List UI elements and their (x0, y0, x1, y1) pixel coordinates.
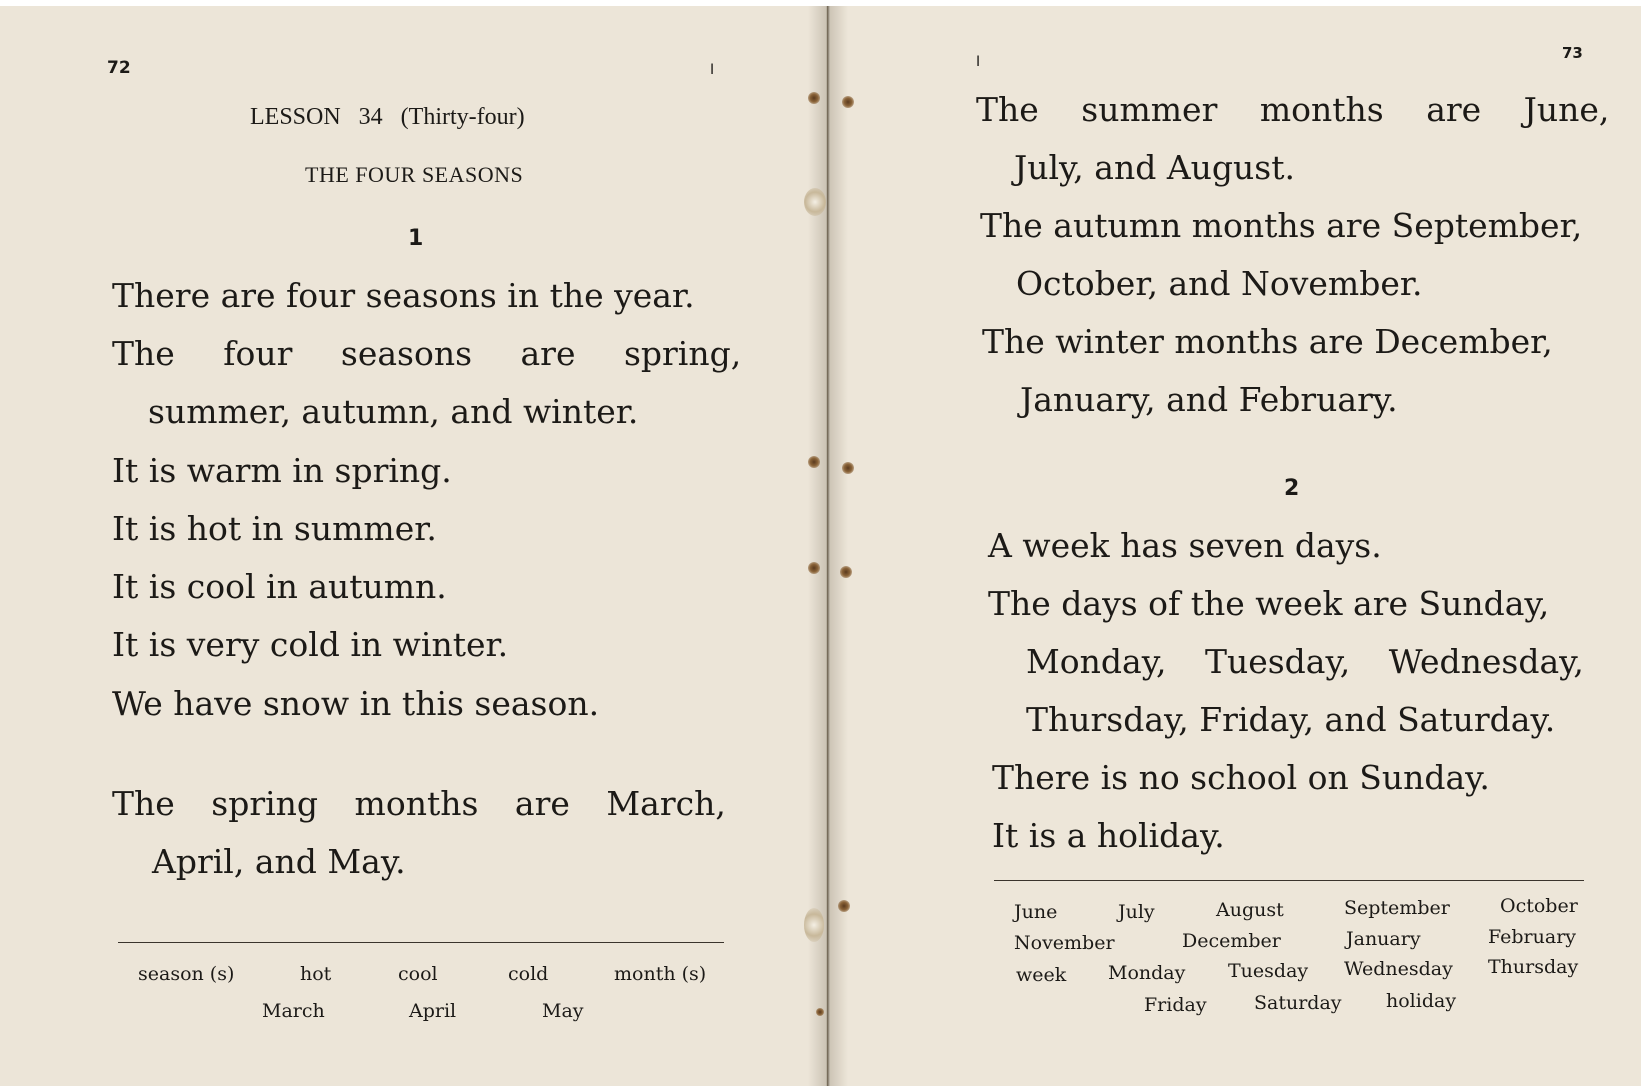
section-marker: I (710, 62, 715, 78)
text-line: The days of the week are Sunday, (988, 584, 1550, 623)
binding-hole-mark (808, 92, 820, 104)
vocab-word: December (1182, 930, 1281, 952)
text-line: July, and August. (1014, 148, 1295, 187)
vocab-word: January (1346, 928, 1421, 950)
vocab-word: Saturday (1254, 992, 1342, 1014)
binding-hole-mark (842, 96, 854, 108)
vocab-word: March (262, 1000, 325, 1022)
page-number: 72 (107, 58, 131, 78)
binding-hole-mark (808, 456, 820, 468)
binding-hole-mark (808, 562, 820, 574)
vocab-word: cool (398, 963, 438, 985)
vocab-word: season (s) (138, 963, 235, 985)
vocab-word: October (1500, 895, 1578, 917)
vocabulary-divider (118, 942, 724, 943)
text-line: April, and May. (152, 842, 406, 881)
vocabulary-divider (994, 880, 1584, 881)
binding-staple (804, 188, 826, 216)
text-line: Monday, Tuesday, Wednesday, (1026, 642, 1584, 681)
text-line: The four seasons are spring, (112, 334, 742, 373)
text-line: The spring months are March, (112, 784, 726, 823)
lesson-heading: LESSON 34 (Thirty-four) (250, 104, 525, 130)
vocab-word: July (1118, 901, 1155, 923)
left-page (0, 6, 828, 1086)
part-number: 1 (408, 226, 424, 251)
binding-hole-mark (838, 900, 850, 912)
text-line: A week has seven days. (988, 526, 1382, 565)
text-line: It is very cold in winter. (112, 625, 509, 664)
vocab-word: holiday (1386, 990, 1457, 1012)
binding-hole-mark (840, 566, 852, 578)
text-line: The autumn months are September, (980, 206, 1583, 245)
vocab-word: hot (300, 963, 332, 985)
text-line: We have snow in this season. (112, 684, 600, 723)
vocab-word: February (1488, 926, 1577, 948)
vocab-word: Wednesday (1344, 958, 1453, 980)
vocab-word: September (1344, 897, 1450, 919)
text-line: summer, autumn, and winter. (148, 392, 639, 431)
vocab-word: week (1016, 964, 1067, 986)
binding-hole-mark (816, 1008, 824, 1016)
text-line: It is a holiday. (992, 816, 1225, 855)
text-line: It is hot in summer. (112, 509, 437, 548)
text-line: January, and February. (1020, 380, 1398, 419)
vocab-word: May (542, 1000, 584, 1022)
lesson-title: THE FOUR SEASONS (305, 162, 524, 187)
vocab-word: Monday (1108, 962, 1186, 984)
vocab-word: August (1216, 899, 1284, 921)
vocab-word: month (s) (614, 963, 707, 985)
right-page (828, 6, 1641, 1086)
text-line: There is no school on Sunday. (992, 758, 1490, 797)
text-line: The winter months are December, (982, 322, 1553, 361)
vocab-word: June (1014, 901, 1058, 923)
text-line: It is warm in spring. (112, 451, 452, 490)
vocab-word: April (409, 1000, 457, 1022)
vocab-word: cold (508, 963, 549, 985)
text-line: There are four seasons in the year. (112, 276, 695, 315)
text-line: It is cool in autumn. (112, 567, 447, 606)
vocab-word: Thursday (1488, 956, 1579, 978)
part-number: 2 (1284, 476, 1300, 501)
vocab-word: November (1014, 932, 1115, 954)
page-number: 73 (1562, 44, 1583, 62)
vocab-word: Friday (1144, 994, 1207, 1016)
binding-hole-mark (842, 462, 854, 474)
section-marker: I (976, 54, 981, 70)
text-line: The summer months are June, (976, 90, 1610, 129)
text-line: October, and November. (1016, 264, 1423, 303)
vocab-word: Tuesday (1228, 960, 1309, 982)
binding-staple (804, 908, 824, 942)
text-line: Thursday, Friday, and Saturday. (1026, 700, 1556, 739)
